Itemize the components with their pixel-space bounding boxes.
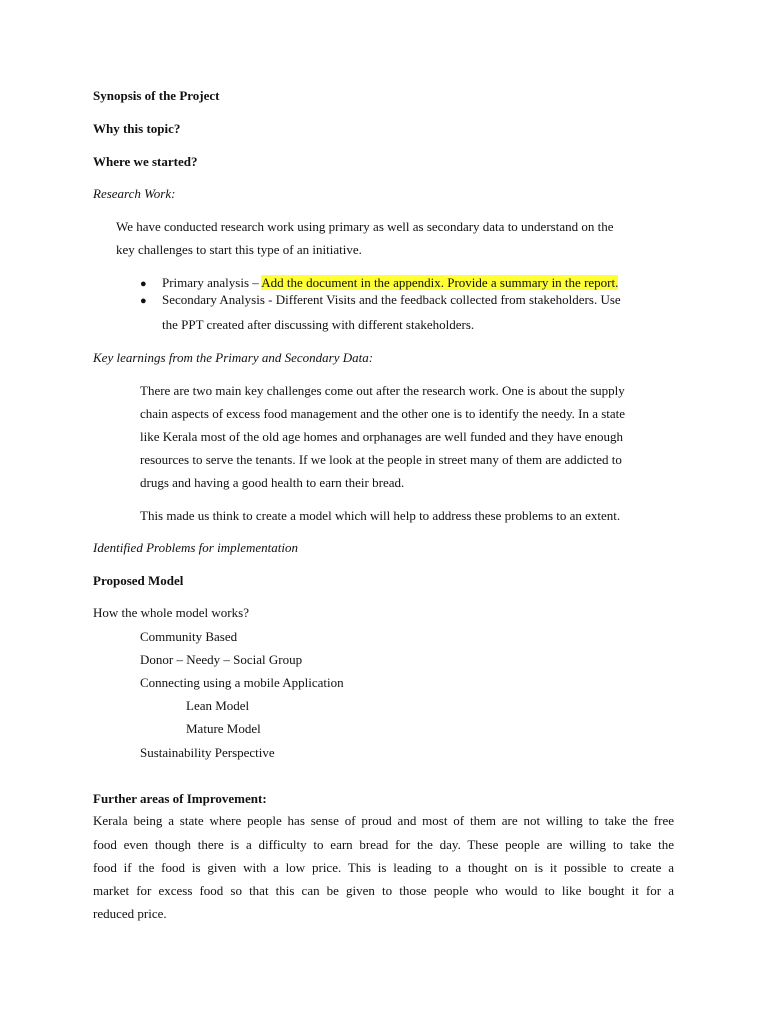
- further-para-line: reduced price.: [93, 906, 167, 921]
- model-subitem: Mature Model: [186, 721, 261, 736]
- further-para-line: food even though there is a difficulty to earn bread for the day. These people are willing to take the: [93, 837, 674, 852]
- key-learnings-para-line: There are two main key challenges come out after the research work. One is about the supply: [140, 383, 625, 398]
- research-para-line: We have conducted research work using primary as well as secondary data to understand on the: [116, 219, 614, 234]
- research-para-line: key challenges to start this type of an initiative.: [116, 242, 362, 257]
- key-learnings-label: Key learnings from the Primary and Secondary Data:: [93, 350, 374, 365]
- proposed-model-heading: Proposed Model: [93, 573, 184, 588]
- model-item: Sustainability Perspective: [140, 745, 275, 760]
- key-learnings-para-line: chain aspects of excess food management and the other one is to identify the needy. In a state: [140, 406, 626, 421]
- identified-problems-label: Identified Problems for implementation: [93, 540, 298, 555]
- further-para-line: market for excess food so that this can be given to those people who would to like bought it for a: [93, 883, 674, 898]
- model-item: Connecting using a mobile Application: [140, 675, 344, 690]
- key-learnings-para-line: like Kerala most of the old age homes and orphanages are well funded and they have enough: [140, 429, 623, 444]
- bullet-text: Primary analysis –: [162, 275, 262, 290]
- model-item: Community Based: [140, 629, 238, 644]
- bullet-secondary-analysis-cont: the PPT created after discussing with different stakeholders.: [162, 317, 475, 332]
- model-subitem: Lean Model: [186, 698, 250, 713]
- research-work-label: Research Work:: [93, 186, 176, 201]
- heading-synopsis: Synopsis of the Project: [93, 88, 220, 103]
- bullet-secondary-analysis: Secondary Analysis - Different Visits and the feedback collected from stakeholders. Use: [162, 292, 621, 307]
- further-improvement-heading: Further areas of Improvement:: [93, 791, 267, 806]
- key-learnings-para-line: resources to serve the tenants. If we look at the people in street many of them are addicted to: [140, 452, 622, 467]
- heading-why-topic: Why this topic?: [93, 121, 181, 136]
- key-learnings-para-line: drugs and having a good health to earn their bread.: [140, 475, 405, 490]
- highlighted-note: Add the document in the appendix. Provide a summary in the report.: [261, 275, 619, 290]
- bullet-icon: ●: [140, 295, 147, 307]
- bullet-icon: ●: [140, 278, 147, 290]
- further-para-line: food if the food is given with a low price. This is leading to a thought on is it possible to create a: [93, 860, 674, 875]
- model-item: Donor – Needy – Social Group: [140, 652, 303, 667]
- heading-where-started: Where we started?: [93, 154, 198, 169]
- bullet-primary-analysis: [162, 275, 618, 291]
- model-question: How the whole model works?: [93, 605, 249, 620]
- further-para-line: Kerala being a state where people has sense of proud and most of them are not willing to take the free: [93, 813, 674, 828]
- key-learnings-conclusion: This made us think to create a model which will help to address these problems to an extent.: [140, 508, 621, 523]
